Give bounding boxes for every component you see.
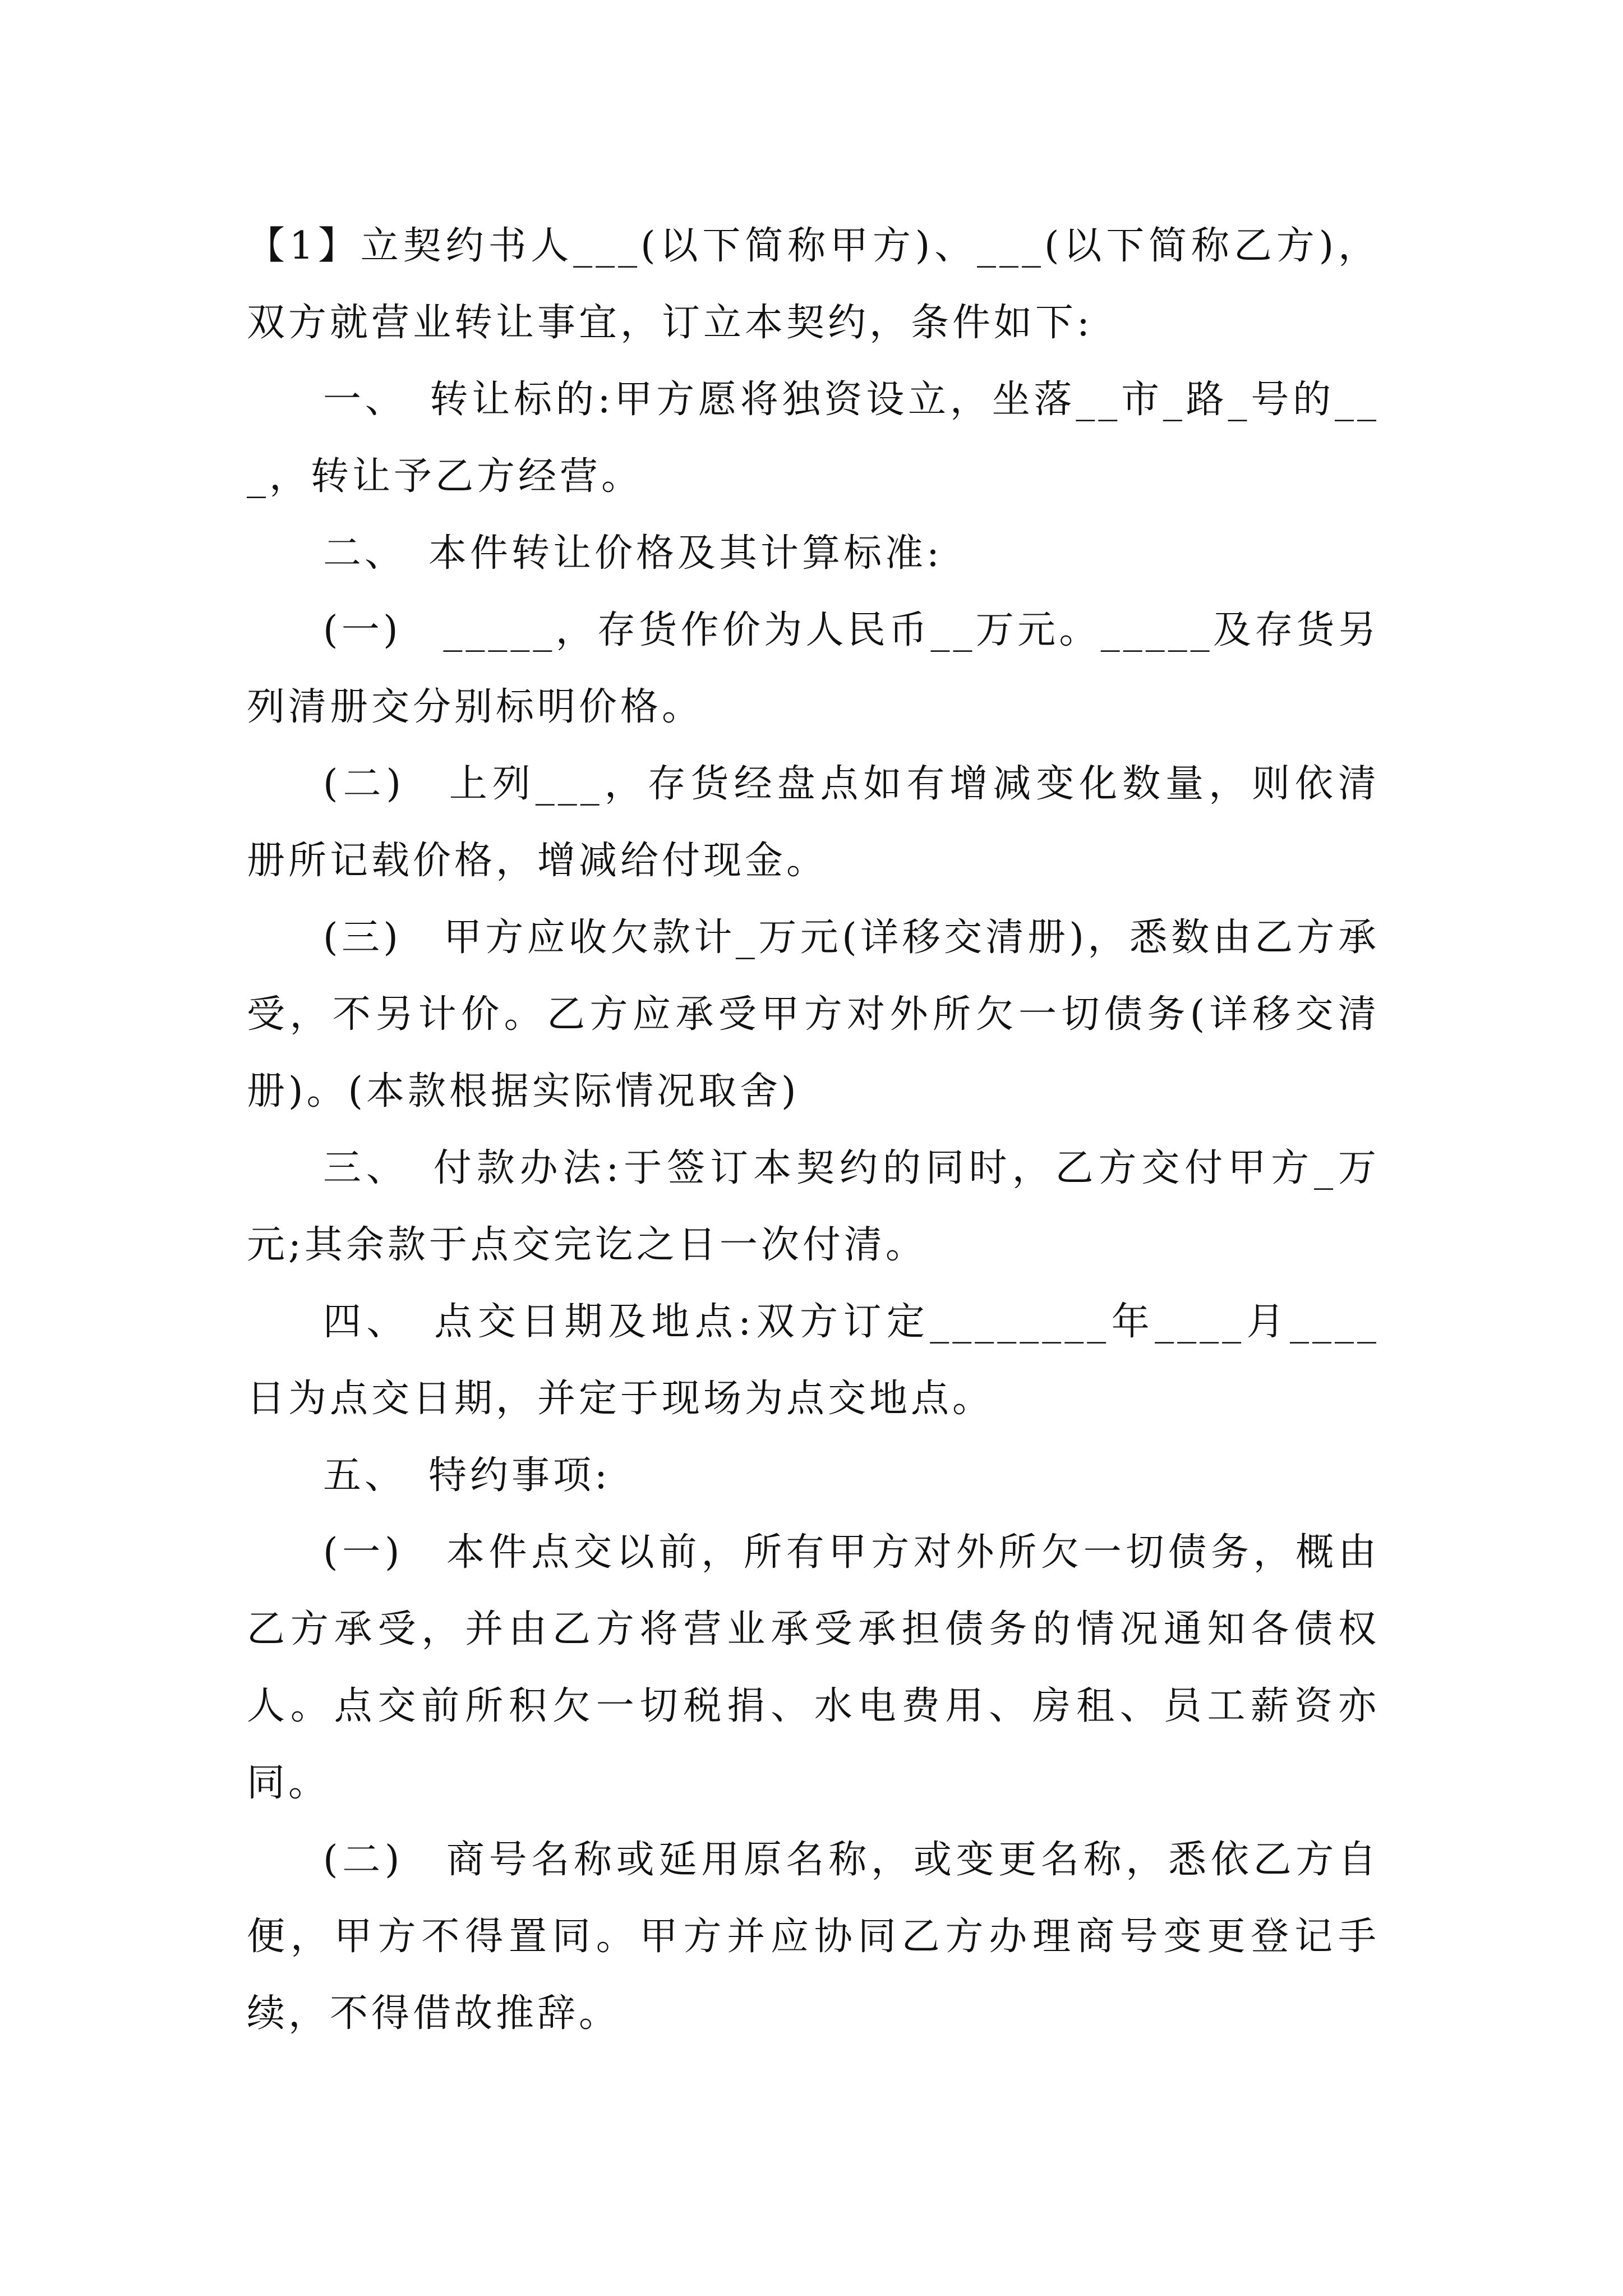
paragraph-article-5-2: (二) 商号名称或延用原名称，或变更名称，悉依乙方自便，甲方不得置同。甲方并应协同乙方办理商号变更登记手续，不得借故推辞。 bbox=[247, 1838, 1380, 2036]
paragraph-article-5: 五、 特约事项: bbox=[323, 1453, 611, 1498]
paragraph-article-2: 二、 本件转让价格及其计算标准: bbox=[323, 531, 943, 576]
paragraph-article-2-2: (二) 上列___，存货经盘点如有增减变化数量，则依清册所记载价格，增减给付现金。 bbox=[247, 762, 1380, 883]
paragraph-article-3: 三、 付款办法:于签订本契约的同时，乙方交付甲方_万元;其余款于点交完讫之日一次付清。 bbox=[247, 1146, 1380, 1267]
paragraph-article-2-1: (一) _____，存货作价为人民币__万元。_____及存货另列清册交分别标明价格。 bbox=[247, 608, 1380, 729]
paragraph-article-1: 一、 转让标的:甲方愿将独资设立，坐落__市_路_号的___，转让予乙方经营。 bbox=[247, 378, 1380, 499]
paragraph-article-5-1: (一) 本件点交以前，所有甲方对外所欠一切债务，概由乙方承受，并由乙方将营业承受承担债务的情况通知各债权人。点交前所积欠一切税捐、水电费用、房租、员工薪资亦同。 bbox=[247, 1530, 1380, 1805]
paragraph-intro: 【1】立契约书人___(以下简称甲方)、___(以下简称乙方)，双方就营业转让事宜，订立本契约，条件如下: bbox=[247, 224, 1380, 345]
paragraph-article-2-3: (三) 甲方应收欠款计_万元(详移交清册)，悉数由乙方承受，不另计价。乙方应承受甲方对外所欠一切债务(详移交清册)。(本款根据实际情况取舍) bbox=[247, 915, 1380, 1114]
paragraph-article-4: 四、 点交日期及地点:双方订定________年____月____日为点交日期，并定于现场为点交地点。 bbox=[247, 1300, 1380, 1421]
document-body bbox=[247, 208, 1380, 2052]
